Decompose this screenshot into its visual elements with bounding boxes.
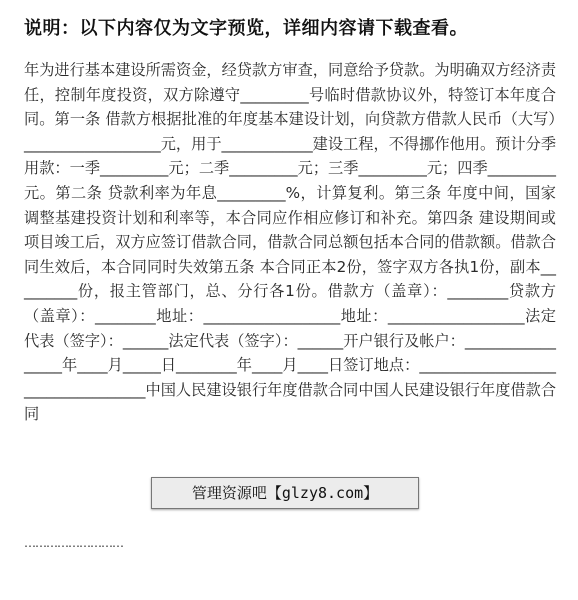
truncation-ellipsis: ……………………… (24, 536, 123, 550)
preview-notice: 说明：以下内容仅为文字预览，详细内容请下载查看。 (24, 18, 468, 39)
contract-body-text: 年为进行基本建设所需资金，经贷款方审查，同意给予贷款。为明确双方经济责任，控制年度投资，双方除遵守_________号临时借款协议外，特签订本年度合同。第一条 借款方根据批准的年度基本建设计划，向贷款方借款人民币（大写）__________________元，用于____________建设工程，不得挪作他用。预计分季用款：一季_________元；二季_________元；三季_________元；四季_________元。第二条 贷款利率为年息_________%，计算复利。第三条 年度中间，国家调整基建投资计划和利率等，本合同应作相应修订和补充。第四条 建设期间或项目竣工后，双方应签订借款合同，借款合同总额包括本合同的借款额。借款合同生效后，本合同同时失效第五条 本合同正本2份，签字双方各执1份，副本_________份，报主管部门，总、分行各1份。借款方（盖章）：________贷款方（盖章）：________地址：__________________地址：__________________法定代表（签字）：______法定代表（签字）：______开户银行及帐户：_________________年____月_____日________年____月____日签订地点：__________________________________中国人民建设银行年度借款合同中国人民建设银行年度借款合同 (24, 61, 556, 424)
site-watermark-banner: 管理资源吧【glzy8.com】 (151, 477, 419, 509)
